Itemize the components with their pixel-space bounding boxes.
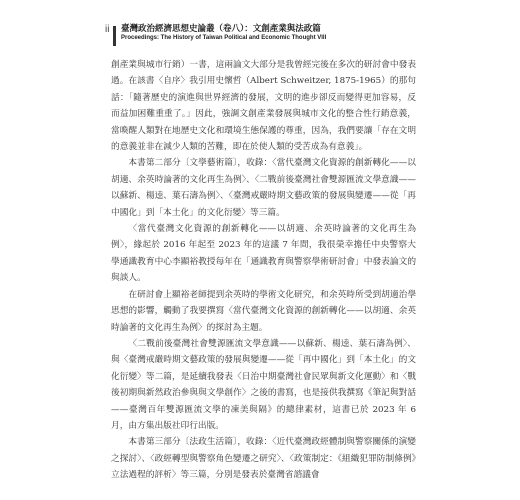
paragraph: 本書第二部分〔文學藝術篇〕，收錄：〈當代臺灣文化資源的創新轉化——以胡適、余英時論著的文化再生為例〉、〈二戰前後臺灣社會雙源匯流文學意識——以蘇新、楊逵、葉石濤為例〉、〈臺灣戒嚴時期文藝政策的發展與變遷——從「再中國化」到「本土化」的文化衍變〉等三篇。 bbox=[111, 158, 416, 218]
paragraph: 〈當代臺灣文化資源的創新轉化——以胡適、余英時論著的文化再生為例〉，緣起於 2016 年起至 2023 年的這議 7 年間，我很榮幸擔任中央警察大學通識教育中心李顯裕教授每年在「通識教育與警察學術研討會」中發表論文的與談人。 bbox=[111, 224, 416, 284]
running-header-subtitle: Proceedings: The History of Taiwan Political and Economic Thought VIII bbox=[121, 35, 327, 41]
paragraph: 〈二戰前後臺灣社會雙源匯流文學意識——以蘇新、楊逵、葉石濤為例〉、與〈臺灣戒嚴時期文藝政策的發展與變遷——從「再中國化」到「本土化」的文化衍變〉等二篇，是延續我發表〈日治中期臺灣社會民眾與新文化運動〉和〈戰後初期與新然政治參與與文學創作〉之後的書寫，也是接供我撰寫《筆記與對話——臺灣百年雙源匯流文學的凍美與隔》的總律素材，這書已於 2023 年 6 月，由方集出版社印行出版。 bbox=[111, 338, 416, 431]
header-bar-decoration bbox=[113, 26, 116, 46]
paragraph: 在研討會上顯裕老師提到余英時的學術文化研究，和余英時所受到胡適治學思想的影響，觸動了我要撰寫〈當代臺灣文化資源的創新轉化——以胡適、余英時論著的文化再生為例〉的探討為主題。 bbox=[111, 289, 416, 333]
running-header-title: 臺灣政治經濟思想史論叢（卷八）：文創產業與法政篇 bbox=[121, 24, 321, 34]
paragraph: 創產業與城市行銷）一書，這兩論文大部分是我曾經完後在多次的研討會中發表過。在該書〈自序〉我引用史懷哲（Albert Schweitzer, 1875-1965）的那句話：「隨著歷史的演進與世界經濟的發展，文明的進步卻反而變得更加容易，反而益加困難重重了。」因此，強調文創產業發展與城市文化的整合性行銷意義，當喚醒人類對在地歷史文化和環境生態保護的尊重，因為，我們要讓「存在文明的意義並非在減少人類的苦難，即在於使人類的受苦成為有意義」。 bbox=[111, 60, 416, 153]
body-text bbox=[111, 57, 416, 484]
paragraph: 本書第三部分〔法政生活篇〕，收錄：〈近代臺灣政經體制與警察關係的演變之探討〉、〈政經轉型與警察角色變遷之研究〉、〈政策制定：《組織犯罪防制條例》立法過程的評析〉等三篇，分別是發表於臺灣省諮議會 bbox=[111, 437, 416, 481]
page-number: ii bbox=[105, 24, 110, 35]
